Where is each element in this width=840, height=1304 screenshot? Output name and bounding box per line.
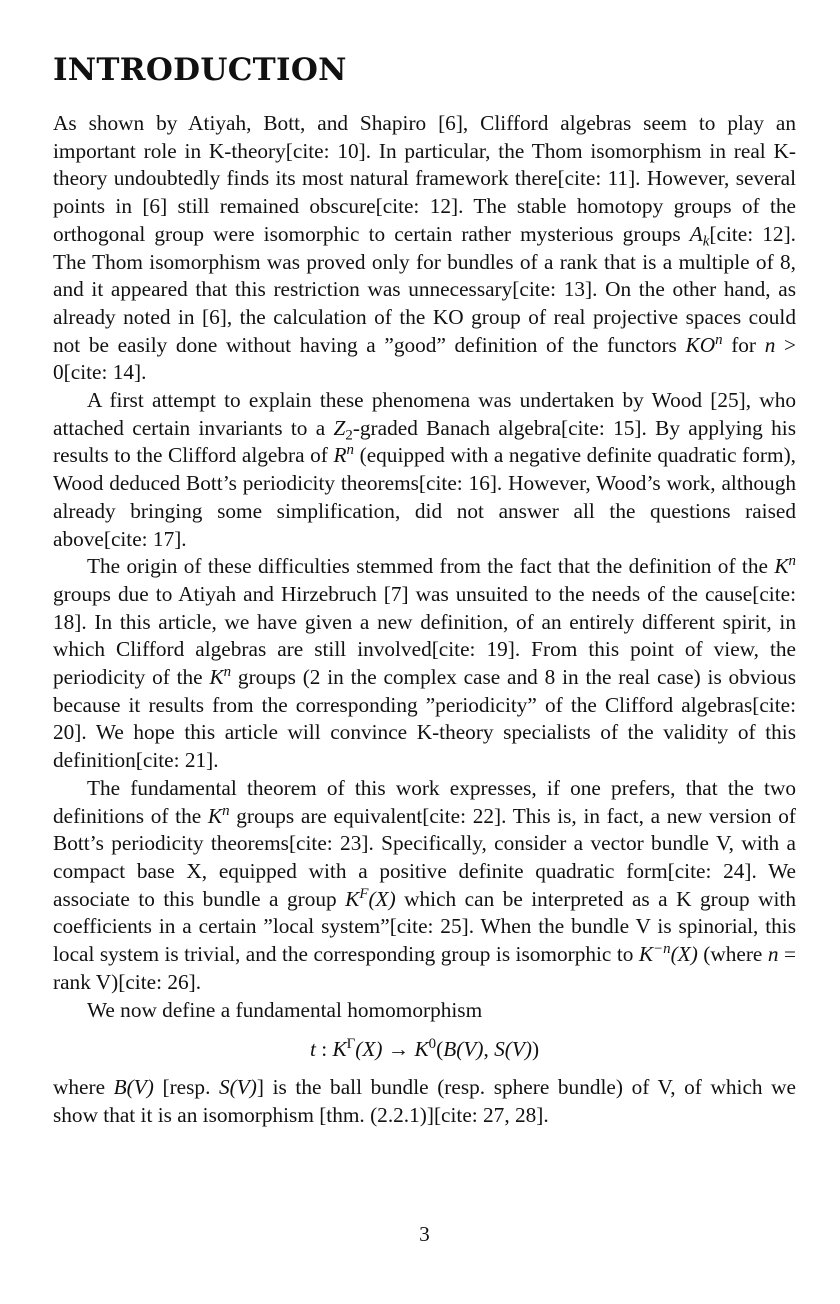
paragraph-text: where: [53, 1075, 114, 1100]
paragraph-text: [resp.: [153, 1075, 220, 1100]
section-heading: INTRODUCTION: [53, 52, 347, 88]
paragraph-text: (where: [697, 942, 768, 967]
math-superscript: n: [346, 442, 354, 459]
math-symbol: R: [333, 443, 347, 468]
math-graded-symbol: [333, 415, 353, 444]
math-symbol: KO: [685, 332, 716, 357]
math-symbol: B: [113, 1075, 127, 1100]
paragraph-5: [53, 997, 796, 1025]
math-superscript: F: [359, 885, 369, 902]
math-separator: ,: [483, 1037, 495, 1062]
math-superscript: 0: [428, 1036, 437, 1053]
math-group-symbol: [689, 221, 710, 250]
math-symbol: K: [207, 803, 223, 828]
math-parenthesis: ): [531, 1037, 540, 1062]
math-space-symbol: [334, 443, 354, 467]
math-parenthesis: (: [436, 1037, 444, 1062]
math-subscript: 2: [345, 427, 353, 444]
math-argument: (X): [368, 886, 396, 911]
paragraph-1: [53, 110, 796, 387]
math-symbol: K: [332, 1037, 347, 1062]
math-k-group-symbol: [209, 665, 231, 689]
math-functor-symbol: [686, 333, 723, 357]
paragraph-text: -graded Banach algebra[cite: 15]. By applying his results to the Clifford algebra of: [53, 415, 797, 468]
math-variable: n: [764, 332, 776, 357]
paragraph-text: We now define a fundamental homomorphism: [87, 997, 483, 1022]
math-k-group-symbol: [208, 804, 230, 828]
math-symbol: K: [414, 1037, 429, 1062]
math-argument: (V): [229, 1075, 257, 1100]
math-argument: (X): [355, 1037, 383, 1062]
math-variable: t: [309, 1037, 316, 1062]
math-argument: (V): [456, 1037, 484, 1062]
math-symbol: S: [219, 1075, 230, 1100]
paragraph-text: groups due to Atiyah and Hirzebruch [7] was unsuited to the needs of the cause[cite: 18]. In this article, we have given a new definition, of an entirely different spirit, in which Clifford algebras are still involved[cite: 19]. From this point of view, the periodicity of the: [53, 581, 796, 690]
math-superscript: −n: [653, 940, 671, 957]
paragraph-text: groups are equivalent[cite: 22]. This is, in fact, a new version of Bott’s periodicity theorems[cite: 23]. Specifically, consider a vector bundle V, with a compact base X, equipped with a positive definite quadratic form[cite: 24]. We associate to this bundle a group: [53, 803, 796, 911]
math-argument: (V): [126, 1075, 154, 1100]
math-superscript: n: [788, 553, 796, 570]
paragraph-text: The fundamental theorem of this work expresses, if one prefers, that the two definitions of the: [53, 775, 796, 828]
math-kf-group-symbol: [345, 887, 396, 911]
math-symbol: S: [494, 1037, 505, 1062]
math-symbol: K: [638, 942, 654, 967]
math-argument: (V): [504, 1037, 532, 1062]
math-subscript: k: [702, 233, 710, 250]
math-superscript: n: [222, 802, 230, 819]
paragraph-text: for: [722, 332, 765, 357]
display-equation: [53, 1034, 796, 1064]
math-symbol: B: [443, 1037, 457, 1062]
math-relation: > 0: [53, 332, 797, 385]
paragraph-4: [53, 775, 796, 997]
math-symbol: K: [345, 886, 360, 911]
paragraph-text: As shown by Atiyah, Bott, and Shapiro [6], Clifford algebras seem to play an important role in K-theory[cite: 10]. In particular, the Thom isomorphism in real K-theory undoubtedly finds its most natural framework there[cite: 11]. However, several points in [6] still remained obscure[cite: 12]. The stable homotopy groups of the orthogonal group were isomorphic to certain rather mysterious groups: [53, 111, 796, 246]
paper-page: [53, 0, 796, 1304]
math-relation: = rank V): [53, 942, 796, 994]
math-symbol: K: [209, 665, 224, 690]
paragraph-text: The origin of these difficulties stemmed from the fact that the definition of the: [87, 554, 775, 579]
paragraph-text: [cite: 14].: [63, 360, 147, 385]
paragraph-text: [cite: 26].: [118, 969, 202, 994]
math-arrow: →: [382, 1037, 415, 1062]
paragraph-text: [cite: 12]. The Thom isomorphism was proved only for bundles of a rank that is a multiple of 8, and it appeared that this restriction was unnecessary[cite: 13]. On the other hand, as already noted in [6], the calculation of the KO group of real projective spaces could not be easily done without having a ”good” definition of the functors: [53, 221, 796, 357]
page-number: 3: [419, 1222, 430, 1246]
paragraph-text: ] is the ball bundle (resp. sphere bundle) of V, of which we show that it is an isomorphism [thm. (2.2.1)][cite: 27, 28].: [53, 1075, 796, 1127]
math-argument: (X): [670, 942, 698, 967]
math-symbol: Z: [333, 415, 346, 440]
math-operator: :: [315, 1037, 333, 1062]
math-superscript: n: [223, 663, 232, 680]
paragraph-text: A first attempt to explain these phenomena was undertaken by Wood [25], who attached certain invariants to a: [53, 388, 796, 440]
paragraph-text: (equipped with a negative definite quadratic form), Wood deduced Bott’s periodicity theorems[cite: 16]. However, Wood’s work, although already bringing some simplification, did not answer all the questions raised above[cite: 17].: [53, 443, 796, 551]
paragraph-text: groups (2 in the complex case and 8 in the real case) is obvious because it results from the corresponding ”periodicity” of the Clifford algebras[cite: 20]. We hope this article will convince K-theory specialists of the validity of this definition[cite: 21].: [53, 665, 796, 773]
math-k-group-symbol: [774, 554, 796, 578]
math-superscript: n: [715, 331, 723, 348]
math-variable: n: [767, 942, 779, 967]
math-k-negative-symbol: [639, 942, 698, 966]
paragraph-text: which can be interpreted as a K group with coefficients in a certain ”local system”[cite: 25]. When the bundle V is spinorial, this local system is trivial, and the corresponding group is isomorphic to: [53, 886, 796, 967]
paragraph-2: [53, 387, 796, 553]
math-symbol: A: [689, 221, 703, 246]
paragraph-3: [53, 553, 796, 775]
math-symbol: K: [774, 554, 789, 579]
math-superscript: Γ: [346, 1036, 356, 1053]
paragraph-6: [53, 1074, 796, 1129]
body-text: [53, 110, 796, 1130]
